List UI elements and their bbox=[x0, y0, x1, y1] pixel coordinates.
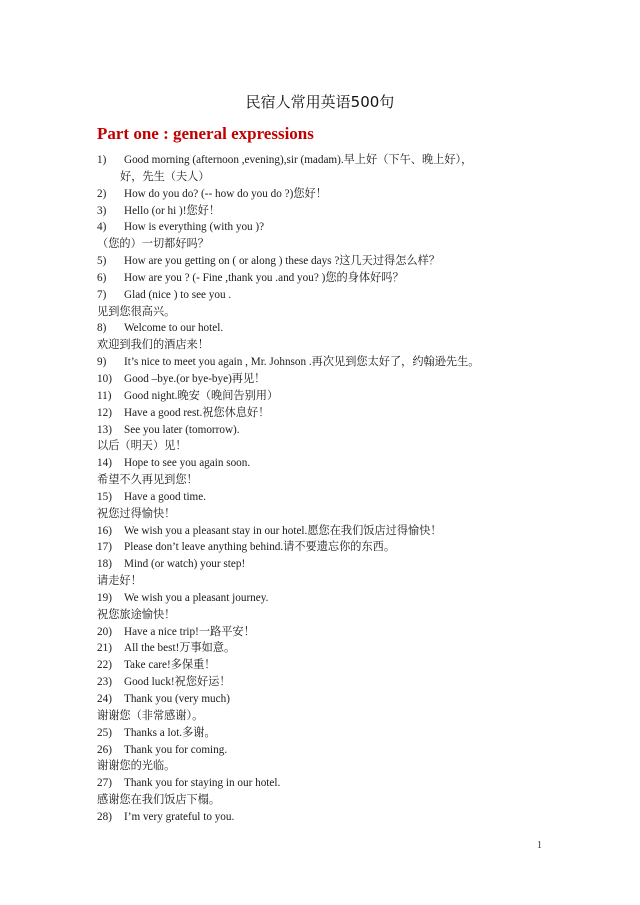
phrase-line bbox=[97, 674, 557, 691]
phrase-text: Have a good time. bbox=[124, 490, 207, 503]
phrase-number: 4) bbox=[97, 221, 107, 234]
phrase-number: 11) bbox=[97, 389, 112, 402]
phrase-number: 19) bbox=[97, 591, 112, 604]
phrase-text: 谢谢您的光临。 bbox=[97, 760, 176, 773]
phrase-line bbox=[97, 438, 557, 455]
phrase-line bbox=[97, 354, 557, 371]
phrase-line bbox=[97, 169, 557, 186]
phrase-number: 10) bbox=[97, 372, 112, 385]
phrase-number: 18) bbox=[97, 558, 112, 571]
phrase-number: 27) bbox=[97, 777, 112, 790]
phrase-text: 谢谢您（非常感谢）。 bbox=[97, 709, 204, 722]
phrase-line bbox=[97, 219, 557, 236]
phrase-text: Take care!多保重！ bbox=[124, 659, 216, 672]
phrase-text: See you later (tomorrow). bbox=[124, 423, 240, 436]
phrase-text: Mind (or watch) your step! bbox=[124, 558, 246, 571]
phrase-text: Good morning (afternoon ,evening),sir (madam).早上好（下午、晚上好）， bbox=[124, 154, 473, 166]
phrase-list bbox=[97, 152, 557, 826]
phrase-text: How are you ? (- Fine ,thank you .and you? )您的身体好吗？ bbox=[124, 271, 404, 284]
phrase-number: 22) bbox=[97, 659, 112, 672]
phrase-line bbox=[97, 640, 557, 657]
phrase-line bbox=[97, 270, 557, 287]
phrase-line bbox=[97, 573, 557, 590]
phrase-text: How do you do? (-- how do you do ?)您好！ bbox=[124, 187, 327, 200]
phrase-text: 见到您很高兴。 bbox=[97, 305, 176, 318]
phrase-text: Good –bye.(or bye-bye)再见！ bbox=[124, 372, 266, 385]
phrase-text: Thank you for staying in our hotel. bbox=[124, 777, 281, 790]
phrase-line bbox=[97, 590, 557, 607]
phrase-line bbox=[97, 539, 557, 556]
page-number: 1 bbox=[537, 840, 542, 851]
phrase-line bbox=[97, 489, 557, 506]
phrase-text: （您的）一切都好吗？ bbox=[97, 238, 209, 251]
phrase-line bbox=[97, 556, 557, 573]
phrase-line bbox=[97, 388, 557, 405]
phrase-number: 26) bbox=[97, 743, 112, 756]
phrase-line bbox=[97, 657, 557, 674]
phrase-number: 12) bbox=[97, 406, 112, 419]
phrase-line bbox=[97, 472, 557, 489]
phrase-number: 15) bbox=[97, 490, 112, 503]
phrase-text: 好，先生（夫人） bbox=[120, 170, 210, 183]
phrase-number: 6) bbox=[97, 271, 107, 284]
phrase-number: 17) bbox=[97, 541, 112, 554]
phrase-text: All the best!万事如意。 bbox=[124, 642, 236, 655]
phrase-line bbox=[97, 725, 557, 742]
phrase-line bbox=[97, 523, 557, 540]
phrase-number: 28) bbox=[97, 810, 112, 823]
phrase-line bbox=[97, 422, 557, 439]
phrase-text: Please don’t leave anything behind.请不要遗忘你的东西。 bbox=[124, 541, 396, 554]
phrase-number: 8) bbox=[97, 322, 107, 335]
phrase-text: Glad (nice ) to see you . bbox=[124, 288, 232, 301]
phrase-number: 1) bbox=[97, 154, 107, 166]
phrase-number: 14) bbox=[97, 457, 112, 470]
phrase-text: 以后（明天）见！ bbox=[97, 440, 187, 453]
phrase-number: 2) bbox=[97, 187, 107, 200]
phrase-text: Have a good rest.祝您休息好！ bbox=[124, 406, 270, 419]
phrase-line bbox=[97, 775, 557, 792]
phrase-number: 9) bbox=[97, 356, 107, 369]
phrase-number: 23) bbox=[97, 676, 112, 689]
phrase-text: Hope to see you again soon. bbox=[124, 457, 251, 470]
phrase-text: We wish you a pleasant stay in our hotel.愿您在我们饭店过得愉快！ bbox=[124, 524, 442, 537]
phrase-line bbox=[97, 455, 557, 472]
phrase-line bbox=[97, 337, 557, 354]
phrase-line bbox=[97, 758, 557, 775]
phrase-text: Good luck!祝您好运！ bbox=[124, 676, 231, 689]
phrase-text: Thank you (very much) bbox=[124, 693, 230, 705]
phrase-text: Hello (or hi )!您好！ bbox=[124, 204, 221, 217]
phrase-text: It’s nice to meet you again , Mr. Johnson .再次见到您太好了，约翰逊先生。 bbox=[124, 356, 480, 369]
phrase-number: 7) bbox=[97, 288, 107, 301]
phrase-line bbox=[97, 405, 557, 422]
phrase-line bbox=[97, 186, 557, 203]
phrase-text: How are you getting on ( or along ) these days ?这几天过得怎么样？ bbox=[124, 255, 440, 268]
phrase-line bbox=[97, 203, 557, 220]
phrase-line bbox=[97, 691, 557, 708]
phrase-line bbox=[97, 236, 557, 253]
phrase-text: How is everything (with you )? bbox=[124, 221, 265, 234]
phrase-line bbox=[97, 809, 557, 826]
phrase-text: Welcome to our hotel. bbox=[124, 322, 224, 335]
phrase-line bbox=[97, 253, 557, 270]
phrase-text: 希望不久再见到您！ bbox=[97, 474, 198, 487]
phrase-number: 21) bbox=[97, 642, 112, 655]
phrase-line bbox=[97, 371, 557, 388]
phrase-line bbox=[97, 607, 557, 624]
phrase-number: 3) bbox=[97, 204, 107, 217]
phrase-line bbox=[97, 792, 557, 809]
phrase-line bbox=[97, 742, 557, 759]
phrase-text: 感谢您在我们饭店下榻。 bbox=[97, 794, 221, 807]
phrase-text: Good night.晚安（晚间告别用） bbox=[124, 389, 279, 402]
phrase-text: We wish you a pleasant journey. bbox=[124, 591, 269, 604]
page-title: 民宿人常用英语500句 bbox=[245, 93, 395, 111]
phrase-text: Thanks a lot.多谢。 bbox=[124, 726, 216, 739]
section-heading: Part one : general expressions bbox=[97, 124, 314, 143]
phrase-text: 请走好！ bbox=[97, 575, 142, 588]
phrase-number: 16) bbox=[97, 524, 112, 537]
phrase-text: 欢迎到我们的酒店来！ bbox=[97, 339, 209, 352]
phrase-number: 25) bbox=[97, 726, 112, 739]
phrase-text: Thank you for coming. bbox=[124, 743, 228, 756]
phrase-line bbox=[97, 506, 557, 523]
phrase-line bbox=[97, 624, 557, 641]
phrase-text: Have a nice trip!一路平安！ bbox=[124, 625, 255, 638]
phrase-number: 24) bbox=[97, 693, 112, 705]
phrase-line bbox=[97, 708, 557, 725]
phrase-text: 祝您旅途愉快！ bbox=[97, 608, 176, 621]
phrase-text: I’m very grateful to you. bbox=[124, 810, 235, 823]
phrase-number: 20) bbox=[97, 625, 112, 638]
phrase-line bbox=[97, 304, 557, 321]
phrase-number: 13) bbox=[97, 423, 112, 436]
phrase-text: 祝您过得愉快！ bbox=[97, 507, 176, 520]
phrase-line bbox=[97, 287, 557, 304]
phrase-number: 5) bbox=[97, 255, 107, 268]
phrase-line bbox=[97, 320, 557, 337]
phrase-line bbox=[97, 152, 557, 169]
